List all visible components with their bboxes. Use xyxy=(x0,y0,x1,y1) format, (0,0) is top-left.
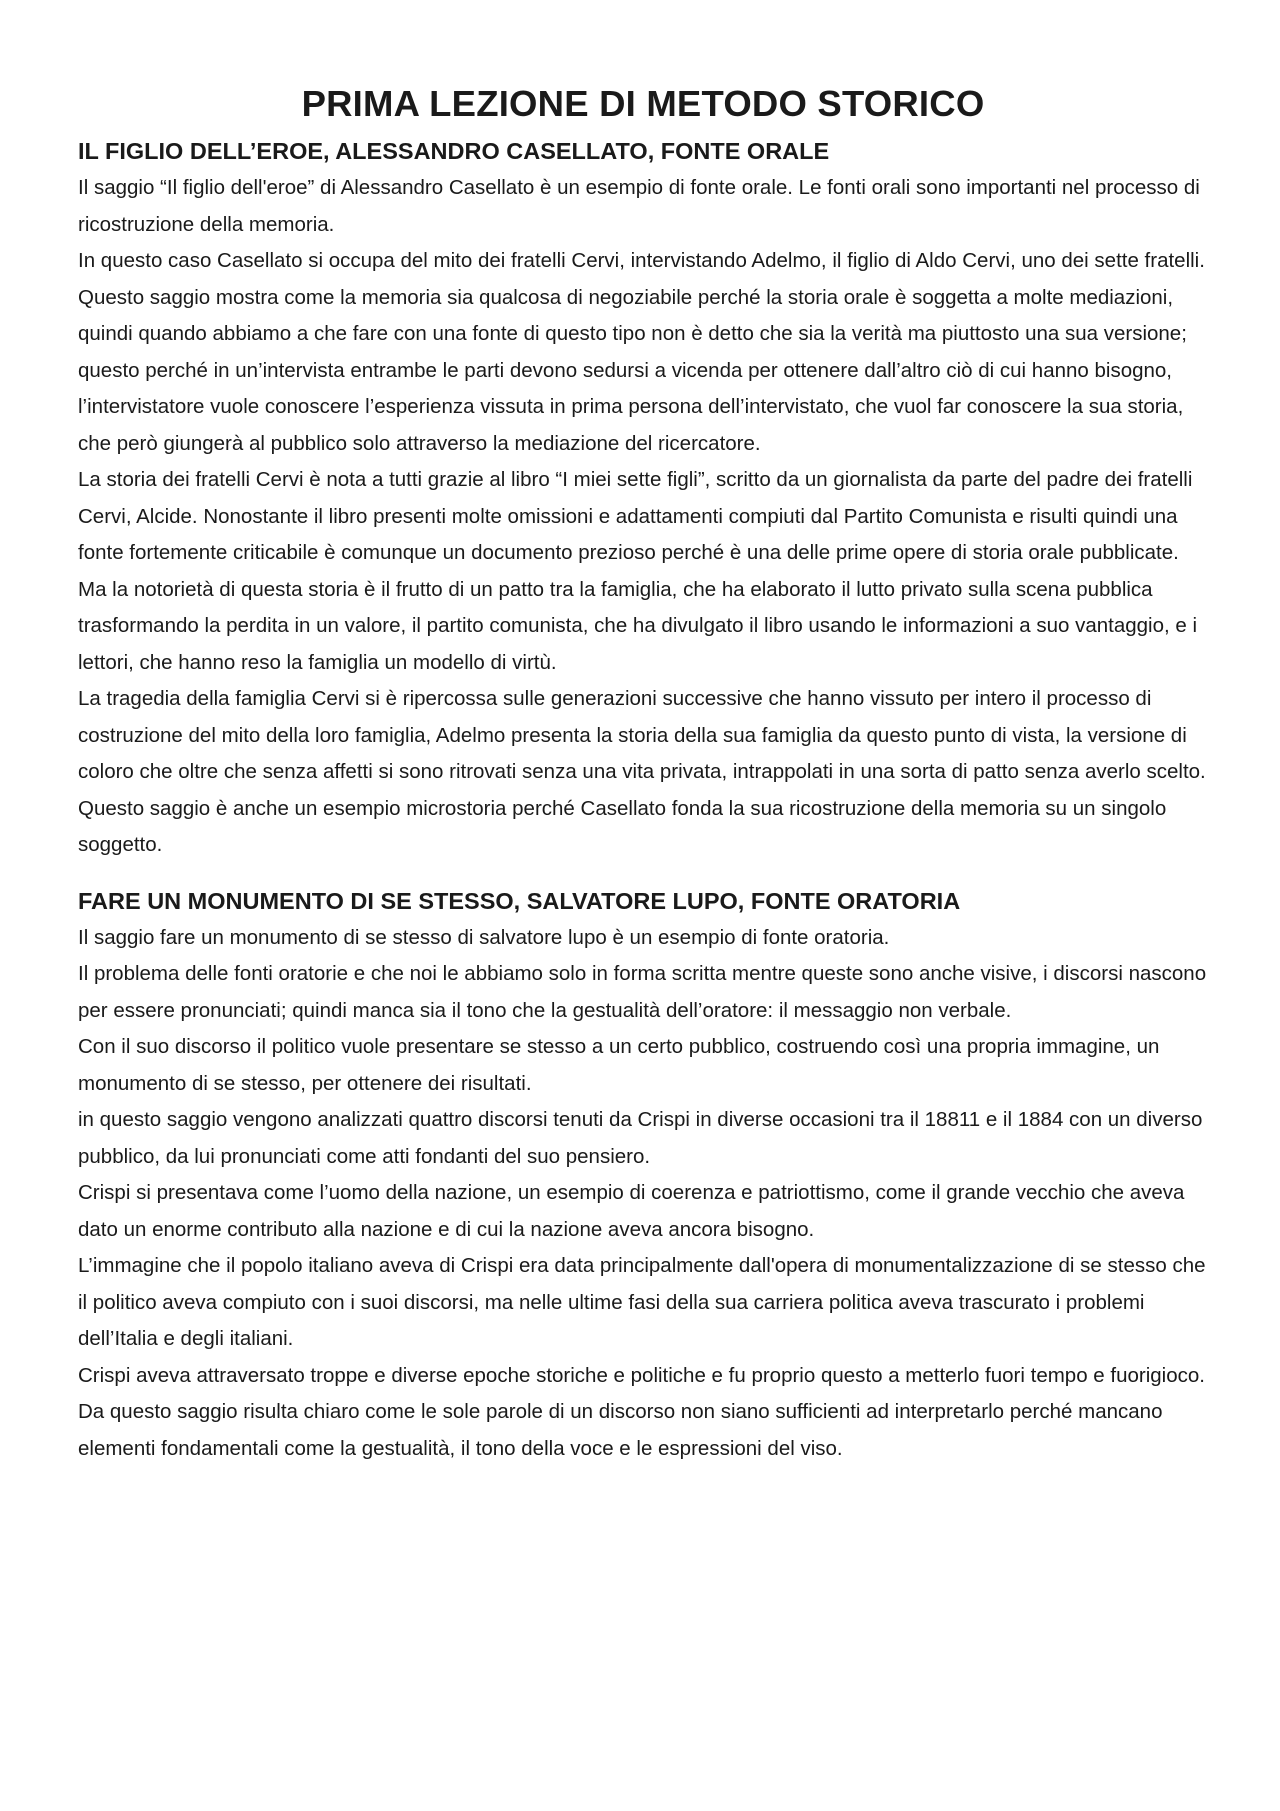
paragraph: Questo saggio è anche un esempio microstoria perché Casellato fonda la sua ricostruzione della memoria su un singolo soggetto. xyxy=(78,796,1167,856)
paragraph: Il problema delle fonti oratorie e che noi le abbiamo solo in forma scritta mentre queste sono anche visive, i discorsi nascono per essere pronunciati; quindi manca sia il tono che la gestualità dell’oratore: il messaggio non verbale. xyxy=(78,962,1207,1022)
paragraph: in questo saggio vengono analizzati quattro discorsi tenuti da Crispi in diverse occasioni tra il 18811 e il 1884 con un diverso pubblico, da lui pronunciati come atti fondanti del suo pensiero. xyxy=(78,1108,1203,1168)
paragraph: Questo saggio mostra come la memoria sia qualcosa di negoziabile perché la storia orale è soggetta a molte mediazioni, quindi quando abbiamo a che fare con una fonte di questo tipo non è detto che sia la verità ma piuttosto una sua versione; questo perché in un’intervista entrambe le parti devono sedursi a vicenda per ottenere dall’altro ciò di cui hanno bisogno, l’intervistatore vuole conoscere l’esperienza vissuta in prima persona dell’intervistato, che vuol far conoscere la sua storia, che però giungerà al pubblico solo attraverso la mediazione del ricercatore. xyxy=(78,285,1187,455)
section-casellato xyxy=(78,134,1208,864)
paragraph: Da questo saggio risulta chiaro come le sole parole di un discorso non siano sufficienti ad interpretarlo perché mancano elementi fondamentali come la gestualità, il tono della voce e le espressioni del viso. xyxy=(78,1400,1163,1460)
paragraph: In questo caso Casellato si occupa del mito dei fratelli Cervi, intervistando Adelmo, il figlio di Aldo Cervi, uno dei sette fratelli. xyxy=(78,249,1205,272)
paragraph: Ma la notorietà di questa storia è il frutto di un patto tra la famiglia, che ha elaborato il lutto privato sulla scena pubblica trasformando la perdita in un valore, il partito comunista, che ha divulgato il libro usando le informazioni a suo vantaggio, e i lettori, che hanno reso la famiglia un modello di virtù. xyxy=(78,577,1198,674)
paragraph: Il saggio fare un monumento di se stesso di salvatore lupo è un esempio di fonte oratoria. xyxy=(78,925,890,949)
paragraph: L’immagine che il popolo italiano aveva di Crispi era data principalmente dall'opera di monumentalizzazione di se stesso che il politico aveva compiuto con i suoi discorsi, ma nelle ultime fasi della sua carriera politica aveva trascurato i problemi dell’Italia e degli italiani. xyxy=(78,1254,1206,1350)
paragraph: Con il suo discorso il politico vuole presentare se stesso a un certo pubblico, costruendo così una propria immagine, un monumento di se stesso, per ottenere dei risultati. xyxy=(78,1035,1160,1095)
paragraph: La storia dei fratelli Cervi è nota a tutti grazie al libro “I miei sette figli”, scritto da un giornalista da parte del padre dei fratelli Cervi, Alcide. Nonostante il libro presenti molte omissioni e adattamenti compiuti dal Partito Comunista e risulti quindi una fonte fortemente criticabile è comunque un documento prezioso perché è una delle prime opere di storia orale pubblicate. xyxy=(78,468,1193,564)
paragraph: Il saggio “Il figlio dell'eroe” di Alessandro Casellato è un esempio di fonte orale. Le fonti orali sono importanti nel processo di ricostruzione della memoria. xyxy=(78,176,1200,236)
paragraph: Crispi aveva attraversato troppe e diverse epoche storiche e politiche e fu proprio questo a metterlo fuori tempo e fuorigioco. xyxy=(78,1363,1205,1387)
section-heading: IL FIGLIO DELL’EROE, ALESSANDRO CASELLATO, FONTE ORALE xyxy=(78,138,830,164)
document-title: PRIMA LEZIONE DI METODO STORICO xyxy=(301,83,985,124)
section-lupo xyxy=(78,884,1208,1468)
document-page xyxy=(78,78,1208,1467)
paragraph: La tragedia della famiglia Cervi si è ripercossa sulle generazioni successive che hanno vissuto per intero il processo di costruzione del mito della loro famiglia, Adelmo presenta la storia della sua famiglia da questo punto di vista, la versione di coloro che oltre che senza affetti si sono ritrovati senza una vita privata, intrappolati in una sorta di patto senza averlo scelto. xyxy=(78,687,1206,783)
paragraph: Crispi si presentava come l’uomo della nazione, un esempio di coerenza e patriottismo, come il grande vecchio che aveva dato un enorme contributo alla nazione e di cui la nazione aveva ancora bisogno. xyxy=(78,1181,1185,1241)
section-heading: FARE UN MONUMENTO DI SE STESSO, SALVATORE LUPO, FONTE ORATORIA xyxy=(78,887,961,914)
